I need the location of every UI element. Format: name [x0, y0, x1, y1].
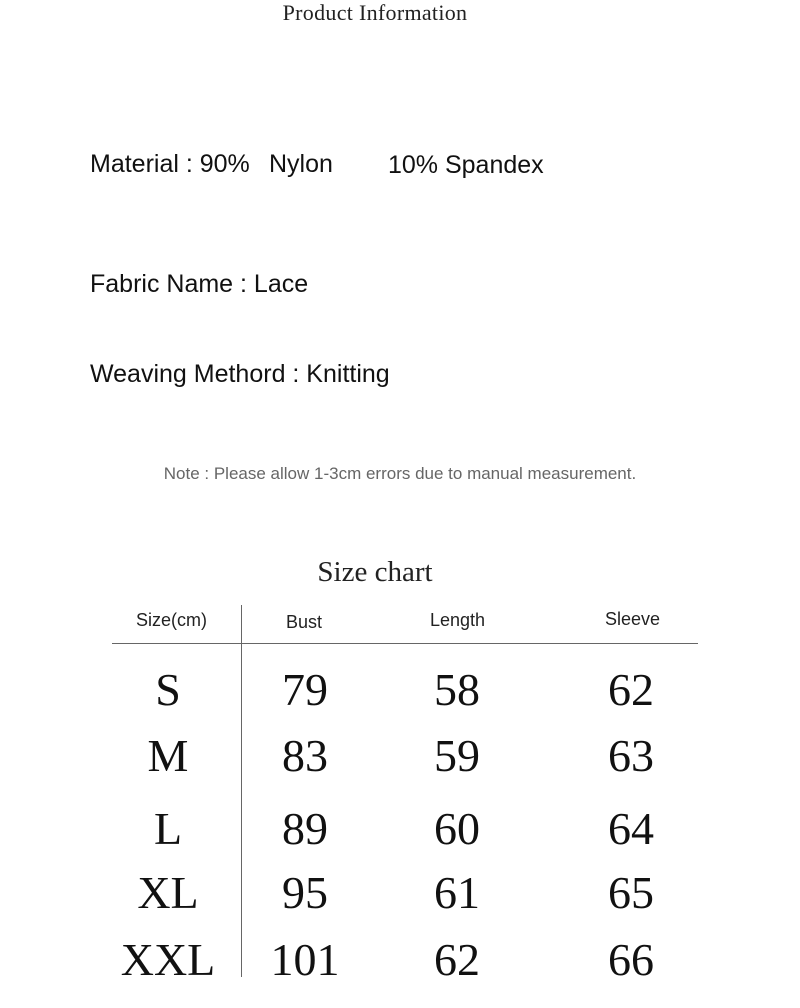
fabric-name: Fabric Name : Lace: [90, 270, 309, 298]
cell-sleeve: 62: [608, 664, 654, 715]
cell-sleeve: 66: [608, 934, 654, 985]
cell-sleeve: 64: [608, 803, 654, 854]
cell-bust: 95: [282, 867, 328, 918]
table-column-divider: [241, 605, 242, 977]
cell-size: S: [155, 664, 181, 715]
cell-length: 59: [434, 730, 480, 781]
cell-length: 58: [434, 664, 480, 715]
material-spandex: 10% Spandex: [388, 151, 544, 179]
cell-length: 62: [434, 934, 480, 985]
cell-bust: 89: [282, 803, 328, 854]
page-title: Product Information: [282, 0, 468, 25]
cell-bust: 83: [282, 730, 328, 781]
table-header-divider: [112, 643, 698, 644]
weaving-method: Weaving Methord : Knitting: [90, 360, 390, 388]
cell-size: L: [153, 803, 183, 854]
size-chart-title: Size chart: [317, 556, 433, 588]
cell-length: 60: [434, 803, 480, 854]
cell-bust: 101: [270, 934, 340, 985]
cell-bust: 79: [282, 664, 328, 715]
measurement-note: Note : Please allow 1-3cm errors due to manual measurement.: [163, 464, 637, 483]
header-size: Size(cm): [136, 610, 207, 630]
header-sleeve: Sleeve: [605, 609, 661, 629]
header-bust: Bust: [286, 612, 323, 632]
cell-sleeve: 63: [608, 730, 654, 781]
header-length: Length: [430, 610, 486, 630]
cell-size: XL: [137, 867, 199, 918]
cell-sleeve: 65: [608, 867, 654, 918]
cell-size: M: [147, 730, 189, 781]
material-label: Material : 90%: [90, 150, 250, 178]
cell-size: XXL: [120, 934, 216, 985]
material-nylon: Nylon: [269, 150, 333, 178]
cell-length: 61: [434, 867, 480, 918]
